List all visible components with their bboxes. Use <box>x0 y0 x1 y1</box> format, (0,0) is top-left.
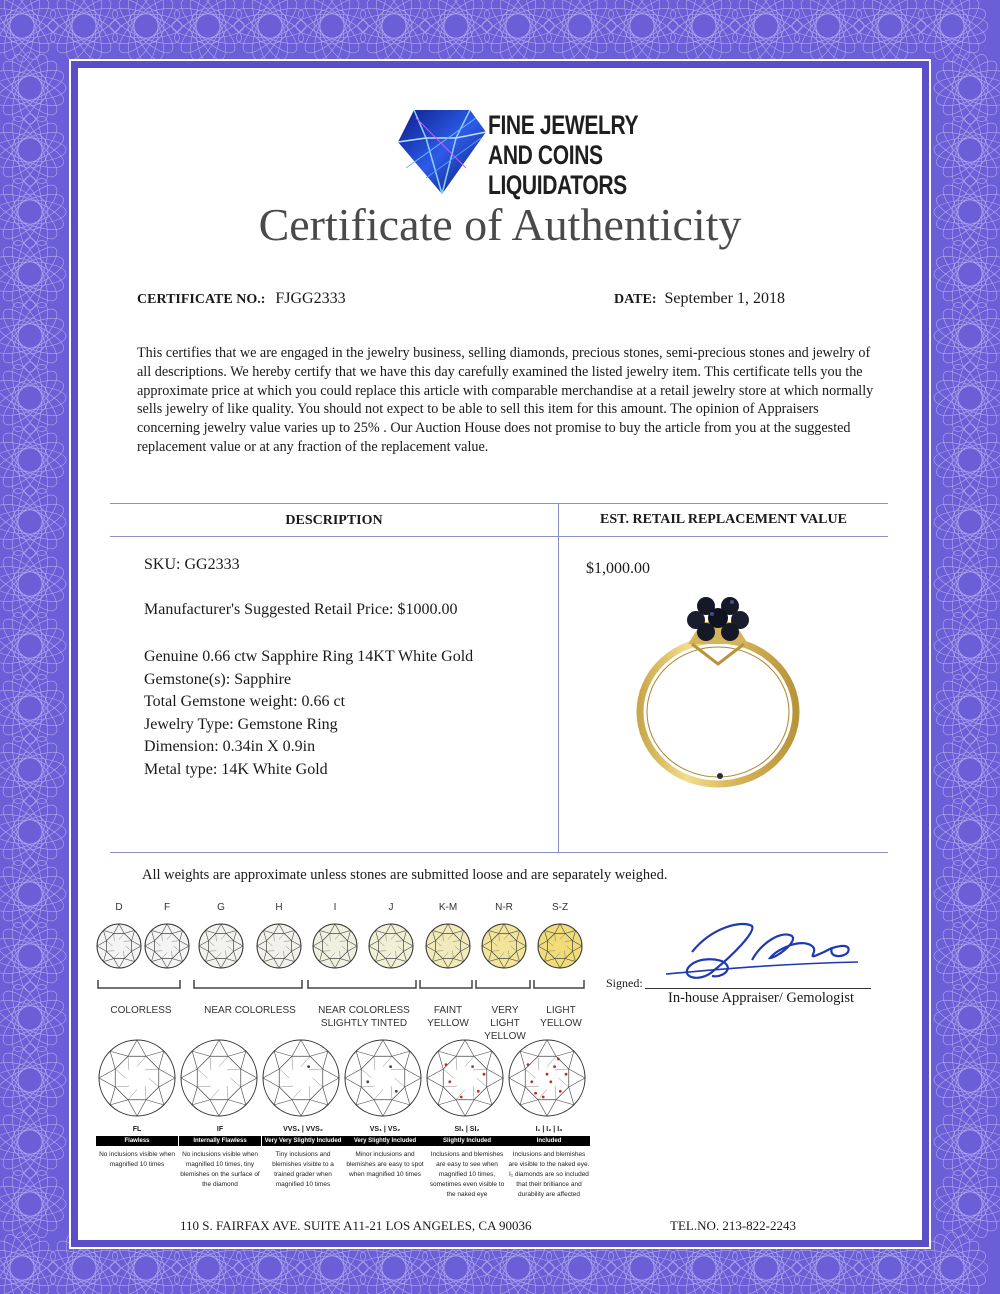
color-diamond <box>369 924 413 968</box>
color-grade-label: G <box>217 902 225 913</box>
color-category-line: LIGHT <box>546 1005 576 1016</box>
msrp-text: Manufacturer's Suggested Retail Price: $1000.00 <box>144 601 458 618</box>
detail-line: Metal type: 14K White Gold <box>144 760 328 778</box>
certificate-number-value: FJGG2333 <box>275 290 346 307</box>
table-column-divider <box>558 503 559 852</box>
inclusion-mark <box>565 1073 568 1076</box>
inclusion-mark <box>445 1063 448 1066</box>
detail-line: Jewelry Type: Gemstone Ring <box>144 715 338 733</box>
clarity-grade: VS₁ | VS₂ <box>369 1126 401 1133</box>
detail-line: Dimension: 0.34in X 0.9in <box>144 738 316 755</box>
clarity-description: No inclusions visible when magnified 10 times, tiny blemishes on the surface of the diamond <box>180 1151 260 1188</box>
footer-phone: TEL.NO. 213-822-2243 <box>670 1218 797 1233</box>
footer-address: 110 S. FAIRFAX AVE. SUITE A11-21 LOS ANGELES, CA 90036 <box>180 1218 532 1233</box>
clarity-grade: VVS₁ | VVS₂ <box>283 1126 323 1133</box>
inclusion-mark <box>471 1065 474 1068</box>
appraiser-role: In-house Appraiser/ Gemologist <box>668 990 855 1006</box>
color-category <box>98 1004 184 1017</box>
color-category-line: YELLOW <box>484 1031 526 1042</box>
sku-text: SKU: GG2333 <box>144 556 240 573</box>
detail-line: Gemstone(s): Sapphire <box>144 670 292 688</box>
inclusion-mark <box>389 1065 392 1068</box>
weights-note: All weights are approximate unless stones are submitted loose and are separately weighed. <box>142 867 668 883</box>
color-diamond <box>538 924 582 968</box>
color-diamond <box>426 924 470 968</box>
table-header-rule <box>110 536 888 537</box>
clarity-name: Flawless <box>96 1136 178 1146</box>
diamond-logo-icon <box>396 108 488 196</box>
color-grade-label: D <box>115 902 123 913</box>
clarity-diamonds <box>96 1036 592 1126</box>
signature-line <box>645 988 871 989</box>
inclusion-mark <box>559 1090 562 1093</box>
inclusion-mark <box>460 1096 463 1099</box>
intro-paragraph: This certifies that we are engaged in the jewelry business, selling diamonds, precious stones, semi-precious stones and jewelry of all descriptions. We hereby certify that we have this day carefully examined the listed jewelry item. This certificate tells you the approximate price at which you could replace this article with comparable merchandise at a retail jewelry store at which normally sells jewelry of like quality. You should not expect to be able to sell this item for this amount. The opinion of Appraisers concerning jewelry value varies up to 25% . Our Auction House does not promise to buy the article from you at the suggested replacement value or at any fraction of the replacement value. <box>137 345 874 455</box>
brand-name-line2: AND COINS <box>488 140 603 170</box>
clarity-name: Slightly Included <box>426 1136 508 1146</box>
clarity-diamond <box>263 1040 339 1116</box>
color-category <box>534 1004 588 1030</box>
color-bracket <box>98 980 180 988</box>
clarity-grade: I₁ | I₂ | I₃ <box>535 1126 563 1133</box>
inclusion-mark <box>557 1058 560 1061</box>
clarity-description: No inclusions visible when magnified 10 times <box>99 1151 175 1168</box>
color-diamond <box>97 924 141 968</box>
clarity-description: Inclusions and blemishes are easy to see when magnified 10 times, sometimes even visible to the naked eye <box>429 1151 505 1198</box>
color-diamonds <box>90 918 590 994</box>
color-diamond <box>482 924 526 968</box>
inclusion-mark <box>483 1073 486 1076</box>
color-category <box>194 1004 306 1017</box>
color-grade-label: H <box>275 902 283 913</box>
date-label: DATE: <box>614 292 657 307</box>
clarity-diamond <box>181 1040 257 1116</box>
clarity-grade: IF <box>216 1126 224 1133</box>
color-category-line: SLIGHTLY TINTED <box>320 1018 408 1029</box>
color-grade-label: F <box>163 902 171 913</box>
inclusion-mark <box>477 1090 480 1093</box>
color-grade-label: I <box>333 902 337 913</box>
inclusion-mark <box>527 1063 530 1066</box>
color-category-line: NEAR COLORLESS <box>204 1005 296 1016</box>
inclusion-mark <box>546 1073 549 1076</box>
item-details <box>144 646 473 781</box>
color-bracket <box>194 980 302 988</box>
brand-name-line3: LIQUIDATORS <box>488 170 627 200</box>
color-grade-label: J <box>388 902 394 913</box>
color-diamond <box>257 924 301 968</box>
color-bracket <box>476 980 530 988</box>
page-title: Certificate of Authenticity <box>258 199 742 250</box>
color-category-line: NEAR COLORLESS <box>318 1005 410 1016</box>
inclusion-mark <box>307 1065 310 1068</box>
table-top-rule <box>110 503 888 504</box>
inclusion-mark <box>395 1090 398 1093</box>
clarity-name: Very Very Slightly Included <box>262 1136 344 1146</box>
inclusion-mark <box>448 1080 451 1083</box>
inclusion-mark <box>530 1080 533 1083</box>
color-grade-label: S-Z <box>551 902 569 913</box>
inclusion-mark <box>366 1080 369 1083</box>
date-value: September 1, 2018 <box>664 290 785 307</box>
signature-image <box>652 912 864 984</box>
clarity-name: Internally Flawless <box>179 1136 261 1146</box>
color-bracket <box>420 980 472 988</box>
certificate-number <box>137 290 346 308</box>
clarity-diamond <box>427 1040 503 1116</box>
certificate-number-label: CERTIFICATE NO.: <box>137 292 266 307</box>
clarity-description: Minor inclusions and blemishes are easy to spot when magnified 10 times <box>346 1151 424 1178</box>
inclusion-mark <box>534 1092 537 1095</box>
color-bracket <box>308 980 416 988</box>
signed-label: Signed: <box>606 976 643 990</box>
value-header: EST. RETAIL REPLACEMENT VALUE <box>600 512 847 527</box>
clarity-description: Tiny inclusions and blemishes visible to a trained grader when magnified 10 times <box>272 1151 334 1188</box>
color-grade-label: K-M <box>438 902 458 913</box>
brand-name-line1: FINE JEWELRY <box>488 110 639 140</box>
detail-line: Genuine 0.66 ctw Sapphire Ring 14KT White Gold <box>144 648 474 665</box>
color-category <box>308 1004 420 1030</box>
ring-image <box>632 582 804 788</box>
clarity-diamond <box>99 1040 175 1116</box>
inclusion-mark <box>542 1096 545 1099</box>
color-diamond <box>199 924 243 968</box>
inclusion-mark <box>553 1065 556 1068</box>
description-header: DESCRIPTION <box>285 513 383 528</box>
replacement-value: $1,000.00 <box>586 560 650 577</box>
clarity-description: Inclusions and blemishes are visible to the naked eye. I₁ diamonds are so included that their brilliance and durability are affected <box>508 1151 590 1198</box>
color-category <box>420 1004 476 1030</box>
table-bottom-rule <box>110 852 888 853</box>
clarity-name: Very Slightly Included <box>344 1136 426 1146</box>
certificate-date <box>614 290 785 308</box>
detail-line: Total Gemstone weight: 0.66 ct <box>144 693 346 710</box>
clarity-grade: SI₁ | SI₂ <box>454 1126 480 1133</box>
clarity-diamond <box>509 1040 585 1116</box>
color-category-line: COLORLESS <box>110 1005 172 1016</box>
clarity-grade: FL <box>132 1126 142 1133</box>
color-diamond <box>313 924 357 968</box>
clarity-name: Included <box>508 1136 590 1146</box>
color-grade-label: N-R <box>495 902 513 913</box>
color-diamond <box>145 924 189 968</box>
color-category-line: YELLOW <box>427 1018 469 1029</box>
clarity-diamond <box>345 1040 421 1116</box>
inclusion-mark <box>549 1080 552 1083</box>
color-category-line: YELLOW <box>540 1018 582 1029</box>
color-category-line: VERY LIGHT <box>490 1005 520 1029</box>
color-category-line: FAINT <box>433 1005 463 1016</box>
color-bracket <box>534 980 584 988</box>
